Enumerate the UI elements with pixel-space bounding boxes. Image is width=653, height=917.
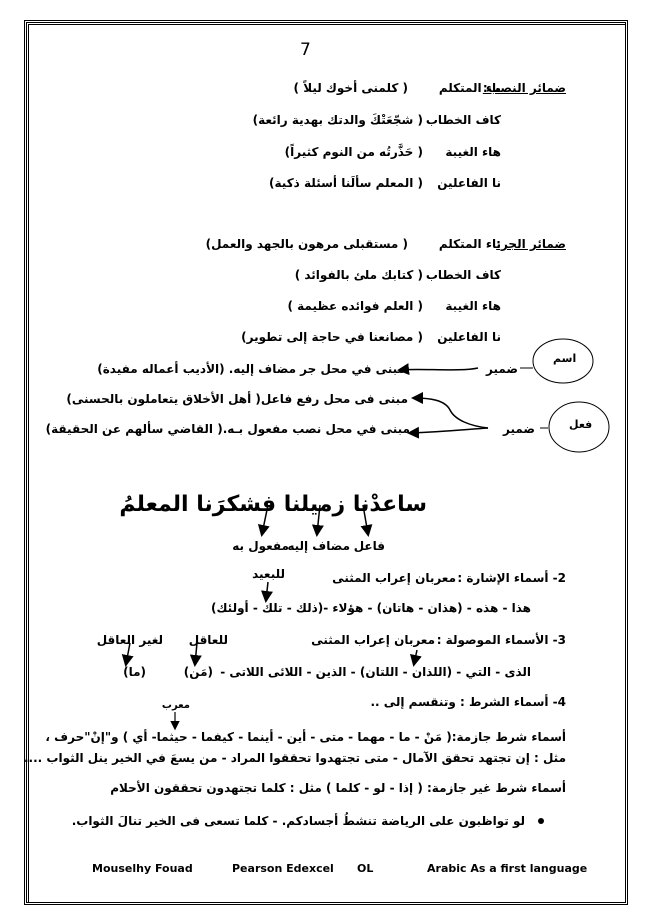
noun-circle-label: اسم <box>553 352 577 365</box>
conditional-heading: 4- أسماء الشرط : وتنقسم إلى .. <box>370 695 566 709</box>
example-sentence: ساعدْنا زميلنا فشكرَنا المعلمُ <box>119 492 427 517</box>
genitive-row-2-example: ( كتابك ملئ بالفوائد ) <box>294 268 423 282</box>
footer-subject: Arabic As a first language <box>427 862 588 875</box>
accusative-row-1-example: ( كلمنى أخوك ليلاً ) <box>293 81 408 95</box>
label-mafoul: مفعول به <box>232 539 289 553</box>
verb-circle-label: فعل <box>569 418 593 431</box>
genitive-heading: ضمائر الجر: <box>496 237 566 251</box>
relatives-note: معربان إعراب المثنى <box>311 633 435 647</box>
arrow-genitive <box>400 368 478 370</box>
genitive-row-3-label: هاء الغيبة <box>445 299 501 313</box>
accusative-row-4-label: نا الفاعلين <box>437 176 501 190</box>
diagram-line-2: مبنى فى محل رفع فاعل( أهل الأخلاق يتعاملون بالحسنى) <box>66 392 408 406</box>
label-fael: فاعل <box>353 539 385 553</box>
accusative-heading: ضمائر النصب: <box>482 81 566 95</box>
label-mudaf: مضاف إليه <box>287 539 350 553</box>
bullet-dot <box>538 818 544 824</box>
conditional-nonjazm-line: أسماء شرط غير جازمة: ( إذا - لو - كلما ) مثل : كلما تجتهدون تحققون الأحلام <box>110 781 566 795</box>
demonstratives-list: هذا - هذه - (هذان - هاتان) - هؤلاء -(ذلك - تلك - أولئك) <box>211 601 531 615</box>
relatives-heading: 3- الأسماء الموصولة : <box>436 633 566 647</box>
demonstratives-heading: 2- أسماء الإشارة : <box>457 571 566 585</box>
arrow-nominative <box>414 398 488 428</box>
relatives-rational: للعاقل <box>188 633 228 647</box>
conditional-jazm-example: مثل : إن تجتهد تحقق الآمال - متى تجتهدوا تحققوا المراد - من يسعَ في الخير ينل الثواب .... <box>23 751 566 765</box>
conditional-jazm-line: أسماء شرط جازمة:( مَنْ - ما - مهما - متى - أين - أينما - كيفما - حيثما- أي ) و"إنْ"حرف ، <box>45 730 566 744</box>
accusative-row-1-label: ياء المتكلم <box>438 81 501 95</box>
genitive-row-1-label: ياء المتكلم <box>438 237 501 251</box>
accusative-row-4-example: ( المعلم سألَنا أسئلة ذكية) <box>269 176 423 190</box>
genitive-row-4-label: نا الفاعلين <box>437 330 501 344</box>
pronoun-label-1: ضمير <box>485 362 518 376</box>
accusative-row-3-example: ( حَذَّرتُه من النوم كثيراً) <box>284 145 423 159</box>
footer-board: Pearson Edexcel <box>232 862 334 875</box>
relatives-man: (مَن) <box>183 665 213 679</box>
conditional-declinable: معرب <box>161 700 190 711</box>
accusative-row-2-example: ( شجّعَتْكَ والدتك بهدية رائعة) <box>252 113 423 127</box>
arrow-far <box>266 582 268 600</box>
arrow-dual <box>414 650 417 664</box>
conditional-bullet: لو تواظبون على الرياضة تنشطُ أجسادكم. - كلما تسعى فى الخير تنالَ الثواب. <box>71 814 525 828</box>
relatives-ma: (ما) <box>123 665 146 679</box>
accusative-row-2-label: كاف الخطاب <box>425 113 501 127</box>
demonstratives-note: معربان إعراب المثنى <box>332 571 456 585</box>
relatives-nonrational: لغير العاقل <box>96 633 163 647</box>
demonstratives-far: للبعيد <box>252 567 285 581</box>
accusative-row-3-label: هاء الغيبة <box>445 145 501 159</box>
relatives-list: الذى - التي - (اللذان - اللتان) - الذين - اللائى اللاتى - <box>220 665 531 679</box>
page-number: 7 <box>300 40 311 60</box>
genitive-row-1-example: ( مستقبلى مرهون بالجهد والعمل) <box>205 237 408 251</box>
diagram-line-3: مبنى في محل نصب مفعول بـه.( القاضي سألهم عن الحقيقة) <box>45 422 410 436</box>
genitive-row-4-example: ( مصانعنا في حاجة إلى تطوير) <box>241 330 423 344</box>
genitive-row-3-example: ( العلم فوائده عظيمة ) <box>287 299 423 313</box>
footer-author: Mouselhy Fouad <box>92 862 193 875</box>
footer-level: OL <box>357 862 374 875</box>
arrow-accusative <box>410 428 488 433</box>
genitive-row-2-label: كاف الخطاب <box>425 268 501 282</box>
diagram-line-1: مبنى في محل جر مضاف إليه. (الأديب أعماله مفيدة) <box>97 362 405 376</box>
pronoun-label-2: ضمير <box>502 422 535 436</box>
